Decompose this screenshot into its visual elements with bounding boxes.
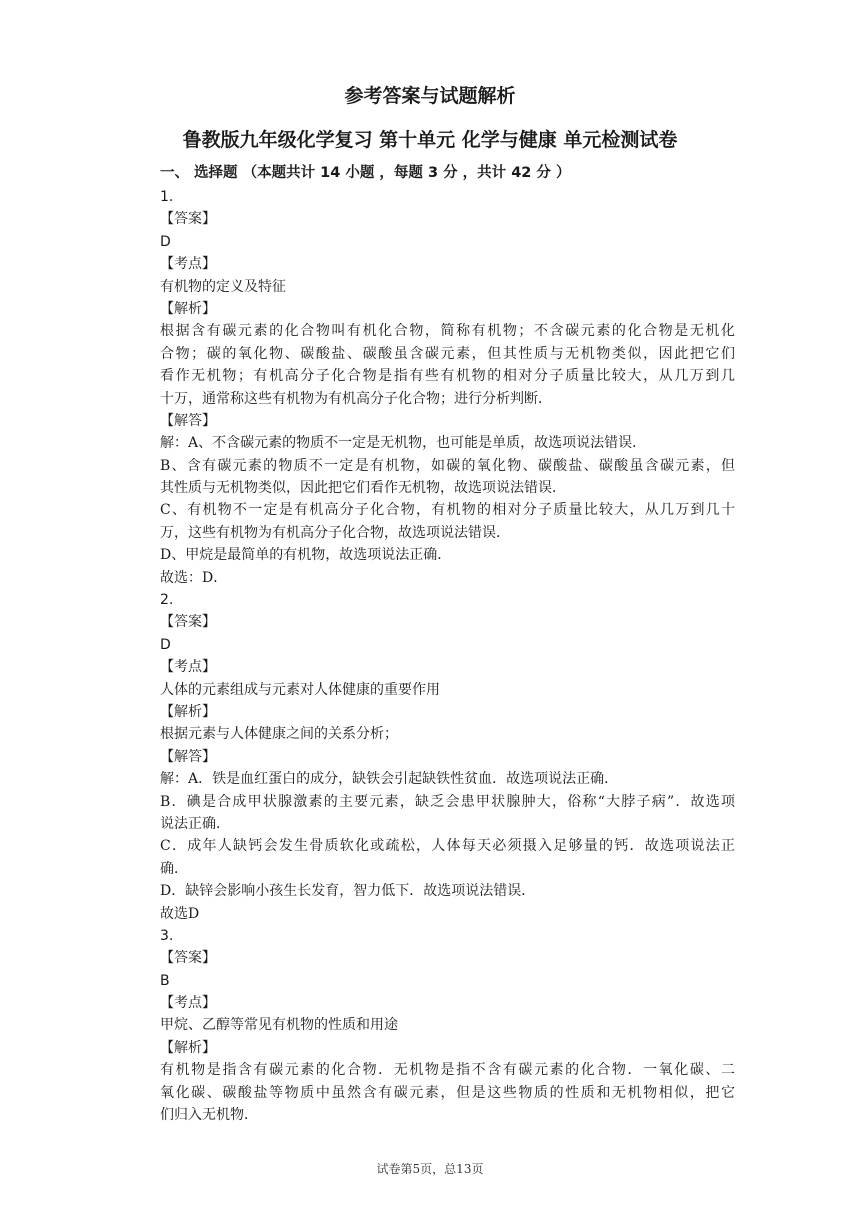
solution-label: 【解答】 [160, 748, 216, 765]
question-number: 3. [160, 927, 174, 944]
section-heading: 一、 选择题 （本题共计 14 小题 ，每题 3 分 ，共计 42 分 ） [160, 165, 571, 181]
analysis-line: 合物；碳的氧化物、碳酸盐、碳酸虽含碳元素，但其性质与无机物类似，因此把它们 [160, 345, 735, 362]
answer-value: D [160, 233, 171, 250]
solution-line: 解：A、不含碳元素的物质不一定是无机物，也可能是单质，故选项说法错误． [160, 435, 647, 452]
answer-value: D [160, 636, 171, 653]
solution-line: 解：A．铁是血红蛋白的成分，缺铁会引起缺铁性贫血．故选项说法正确． [160, 771, 619, 788]
solution-line: D、甲烷是最简单的有机物，故选项说法正确． [160, 547, 452, 564]
question-number: 1. [160, 189, 174, 205]
page-footer: 试卷第5页，总13页 [376, 1162, 484, 1176]
point-label: 【考点】 [160, 256, 216, 273]
answer-label: 【答案】 [160, 211, 216, 228]
point-label: 【考点】 [160, 995, 216, 1012]
solution-label: 【解答】 [160, 412, 216, 429]
solution-line: 故选D [160, 905, 200, 922]
analysis-line: 有机物是指含有碳元素的化合物．无机物是指不含有碳元素的化合物．一氧化碳、二 [160, 1062, 735, 1079]
answer-value: B [160, 972, 170, 989]
solution-line: 万，这些有机物为有机高分子化合物，故选项说法错误． [160, 524, 510, 541]
analysis-line: 根据元素与人体健康之间的关系分析； [160, 726, 398, 743]
solution-line: C、有机物不一定是有机高分子化合物，有机物的相对分子质量比较大，从几万到几十 [160, 502, 735, 519]
answer-content [160, 186, 735, 1126]
analysis-line: 看作无机物；有机高分子化合物是指有些有机物的相对分子质量比较大，从几万到几 [160, 368, 735, 385]
point-label: 【考点】 [160, 659, 216, 676]
analysis-line: 氧化碳、碳酸盐等物质中虽然含有碳元素，但是这些物质的性质和无机物相似，把它 [160, 1084, 735, 1101]
page-title: 参考答案与试题解析 [344, 85, 516, 107]
solution-line: 说法正确． [160, 815, 230, 832]
solution-line: B．碘是合成甲状腺激素的主要元素，缺乏会患甲状腺肿大，俗称“大脖子病”．故选项 [160, 793, 735, 810]
point-text: 人体的元素组成与元素对人体健康的重要作用 [160, 681, 440, 698]
analysis-label: 【解析】 [160, 1039, 216, 1056]
point-text: 甲烷、乙醇等常见有机物的性质和用途 [160, 1017, 398, 1034]
solution-line: B、含有碳元素的物质不一定是有机物，如碳的氧化物、碳酸盐、碳酸虽含碳元素，但 [160, 457, 735, 474]
solution-line: C．成年人缺钙会发生骨质软化或疏松，人体每天必须摄入足够量的钙．故选项说法正 [160, 838, 735, 855]
solution-line: 其性质与无机物类似，因此把它们看作无机物，故选项说法错误． [160, 480, 566, 497]
point-text: 有机物的定义及特征 [160, 278, 286, 295]
exam-subtitle: 鲁教版九年级化学复习 第十单元 化学与健康 单元检测试卷 [182, 129, 678, 151]
answer-label: 【答案】 [160, 950, 216, 967]
analysis-line: 们归入无机物． [160, 1107, 258, 1124]
solution-line: 确． [160, 860, 188, 877]
solution-line: 故选：D． [160, 569, 228, 586]
analysis-label: 【解析】 [160, 703, 216, 720]
analysis-label: 【解析】 [160, 300, 216, 317]
answer-label: 【答案】 [160, 614, 216, 631]
analysis-line: 十万，通常称这些有机物为有机高分子化合物；进行分析判断． [160, 390, 552, 407]
solution-line: D．缺锌会影响小孩生长发育，智力低下．故选项说法错误． [160, 883, 536, 900]
question-number: 2. [160, 592, 174, 609]
analysis-line: 根据含有碳元素的化合物叫有机化合物，简称有机物；不含碳元素的化合物是无机化 [160, 323, 735, 340]
